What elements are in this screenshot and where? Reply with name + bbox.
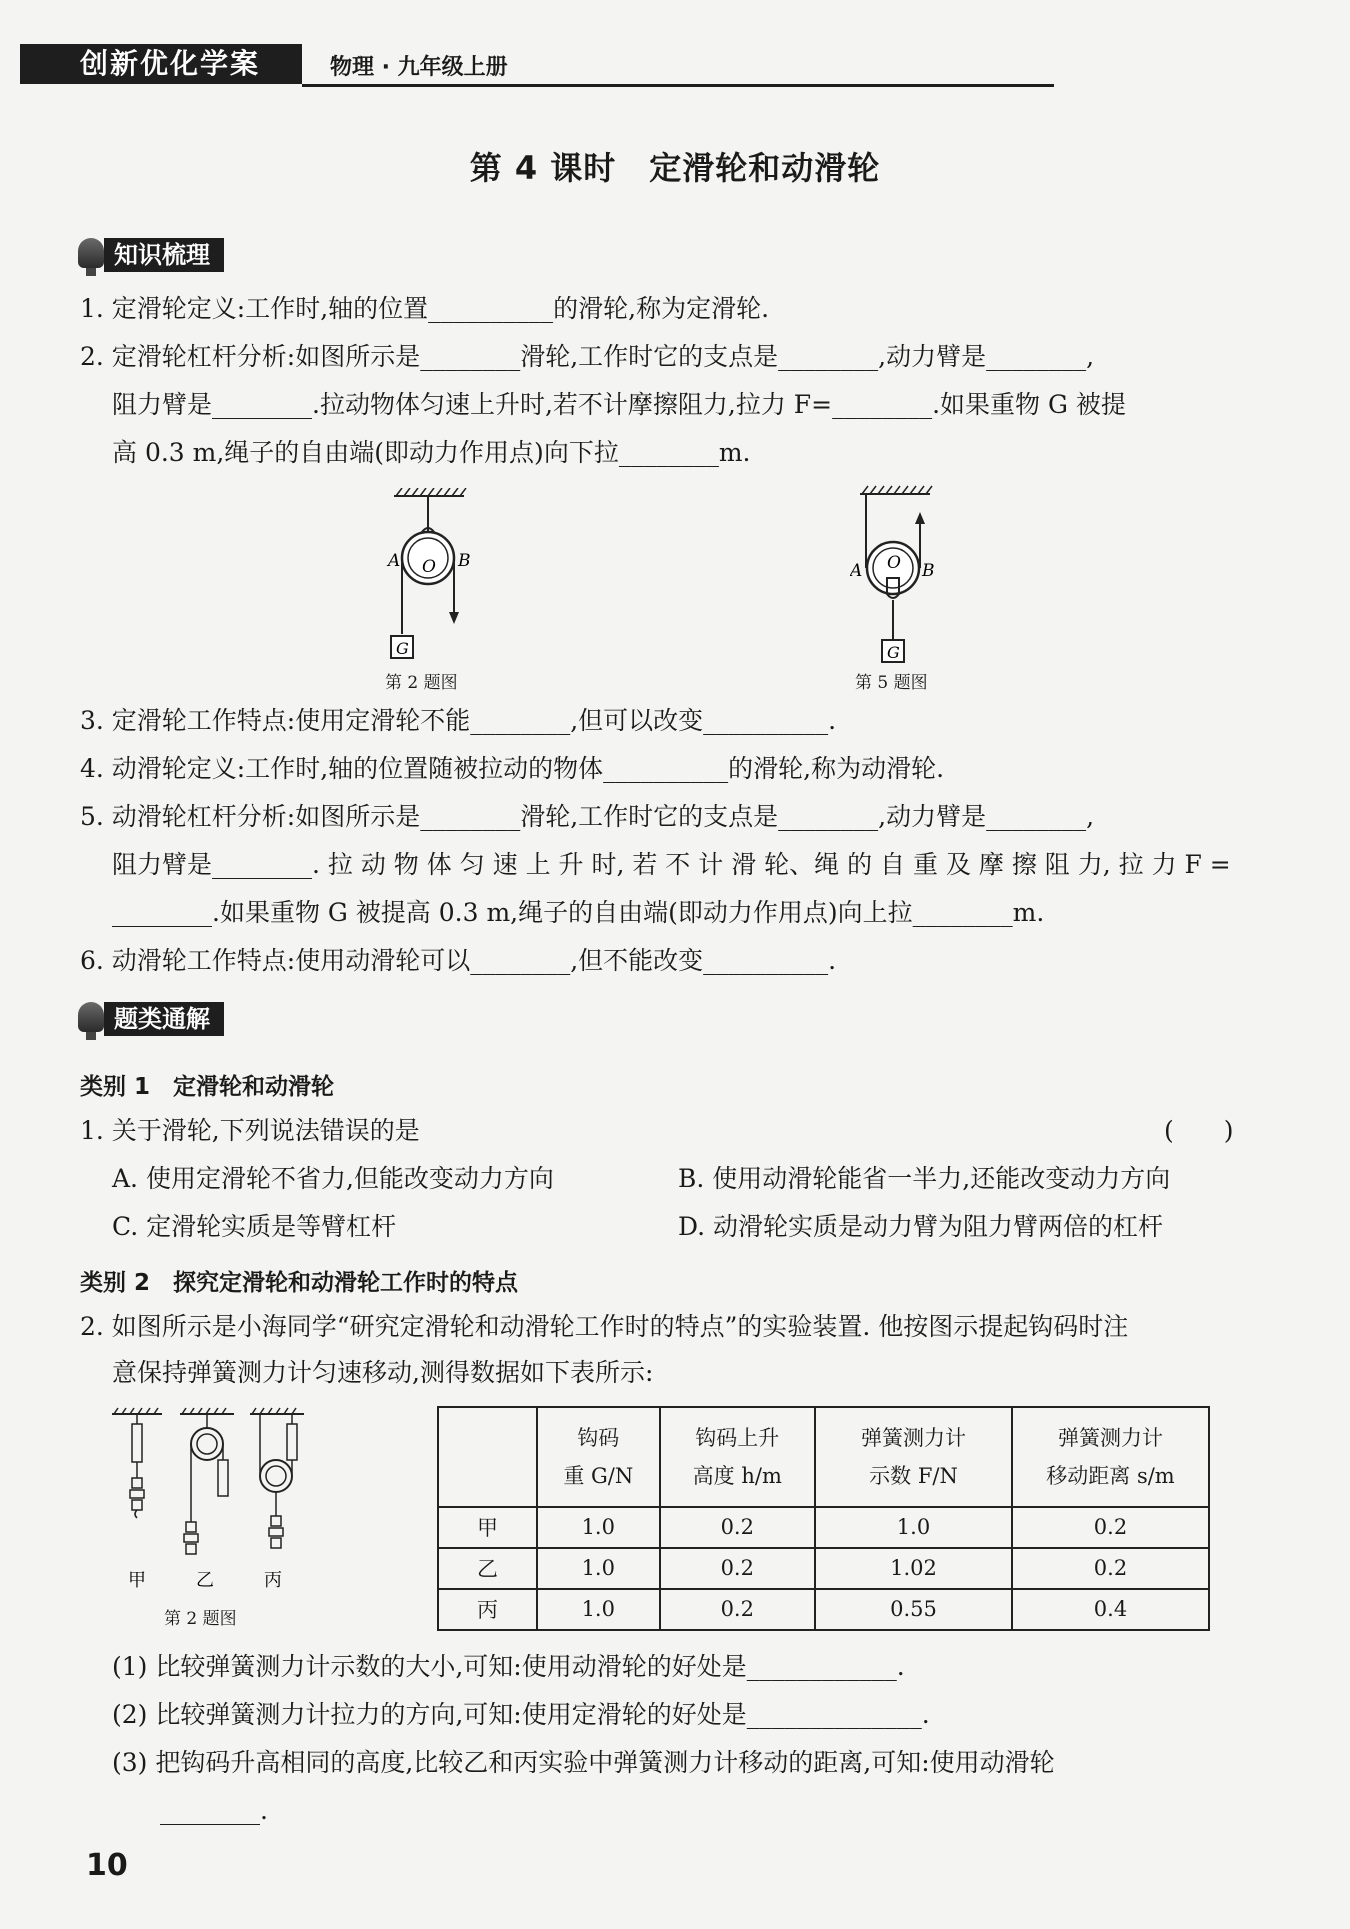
figure-caption: 第 2 题图 [385, 673, 458, 693]
label-jia: 甲 [128, 1570, 146, 1591]
table-cell: 0.2 [660, 1548, 815, 1589]
header-line: 重 G/N [563, 1463, 634, 1488]
table-cell: 0.2 [660, 1507, 815, 1548]
fixed-pulley-figure [370, 488, 480, 660]
knowledge-line: 阻力臂是________.拉动物体匀速上升时,若不计摩擦阻力,拉力 F=________.如果重物 G 被提 [112, 390, 1126, 419]
header-line: 高度 h/m [692, 1463, 782, 1488]
table-cell: 0.2 [1012, 1507, 1209, 1548]
experiment-data-table [437, 1406, 1210, 1631]
choice-a: A. 使用定滑轮不省力,但能改变动力方向 [112, 1164, 554, 1193]
table-cell: 1.0 [537, 1589, 660, 1630]
header-line: 弹簧测力计 [1058, 1425, 1163, 1450]
label-bing: 丙 [264, 1570, 282, 1591]
header-line: 钩码 [577, 1425, 620, 1450]
header-rule [302, 84, 1054, 87]
sub-question: ________. [160, 1796, 268, 1825]
knowledge-line: 4. 动滑轮定义:工作时,轴的位置随被拉动的物体__________的滑轮,称为动滑轮. [80, 754, 945, 783]
label-b: B [922, 561, 935, 581]
table-cell: 1.0 [537, 1548, 660, 1589]
row-label: 乙 [438, 1548, 537, 1589]
row-label: 甲 [438, 1507, 537, 1548]
header-line: 示数 F/N [869, 1463, 958, 1488]
table-cell: 0.55 [815, 1589, 1012, 1630]
table-row [438, 1589, 1209, 1630]
question-stem: 意保持弹簧测力计匀速移动,测得数据如下表所示: [112, 1358, 654, 1387]
label-o: O [887, 553, 901, 573]
brand-logo: 创新优化学案 [20, 44, 302, 84]
choice-d: D. 动滑轮实质是动力臂为阻力臂两倍的杠杆 [678, 1212, 1164, 1241]
category-heading: 类别 1 定滑轮和动滑轮 [80, 1074, 335, 1100]
label-o: O [422, 557, 436, 577]
label-a: A [388, 551, 401, 571]
table-cell: 0.2 [1012, 1548, 1209, 1589]
lightbulb-icon [78, 1002, 104, 1032]
section-label: 知识梳理 [104, 238, 224, 272]
question-stem: 1. 关于滑轮,下列说法错误的是 [80, 1116, 420, 1145]
table-cell: 1.0 [815, 1507, 1012, 1548]
knowledge-line: ________.如果重物 G 被提高 0.3 m,绳子的自由端(即动力作用点)向上拉________m. [112, 898, 1045, 927]
row-label: 丙 [438, 1589, 537, 1630]
table-cell: 1.02 [815, 1548, 1012, 1589]
question-stem: 2. 如图所示是小海同学“研究定滑轮和动滑轮工作时的特点”的实验装置. 他按图示提起钩码时注 [80, 1312, 1129, 1341]
knowledge-line: 5. 动滑轮杠杆分析:如图所示是________滑轮,工作时它的支点是________,动力臂是________, [80, 802, 1095, 831]
table-row [438, 1548, 1209, 1589]
choice-b: B. 使用动滑轮能省一半力,还能改变动力方向 [678, 1164, 1171, 1193]
knowledge-line: 1. 定滑轮定义:工作时,轴的位置__________的滑轮,称为定滑轮. [80, 294, 770, 323]
label-b: B [458, 551, 471, 571]
lightbulb-icon [78, 238, 104, 268]
lesson-title: 第 4 课时 定滑轮和动滑轮 [469, 149, 881, 187]
knowledge-line: 高 0.3 m,绳子的自由端(即动力作用点)向下拉________m. [112, 438, 751, 467]
choice-c: C. 定滑轮实质是等臂杠杆 [112, 1212, 397, 1241]
movable-pulley-figure [850, 484, 960, 664]
section-label: 题类通解 [104, 1002, 224, 1036]
table-header-row [438, 1407, 1209, 1507]
label-g: G [396, 639, 409, 658]
knowledge-line: 6. 动滑轮工作特点:使用动滑轮可以________,但不能改变__________. [80, 946, 837, 975]
table-corner-cell [438, 1407, 537, 1507]
header-line: 钩码上升 [695, 1425, 780, 1450]
label-yi: 乙 [196, 1570, 214, 1591]
column-header [815, 1407, 1012, 1507]
table-cell: 1.0 [537, 1507, 660, 1548]
category-heading: 类别 2 探究定滑轮和动滑轮工作时的特点 [80, 1270, 519, 1296]
column-header [537, 1407, 660, 1507]
answer-bracket: ( ) [1164, 1116, 1234, 1145]
sub-question: (3) 把钩码升高相同的高度,比较乙和丙实验中弹簧测力计移动的距离,可知:使用动滑轮 [112, 1748, 1055, 1777]
figure-caption: 第 5 题图 [855, 673, 928, 693]
knowledge-line: 2. 定滑轮杠杆分析:如图所示是________滑轮,工作时它的支点是________,动力臂是________, [80, 342, 1095, 371]
knowledge-line: 3. 定滑轮工作特点:使用定滑轮不能________,但可以改变__________. [80, 706, 837, 735]
label-a: A [850, 561, 863, 581]
label-g: G [887, 643, 900, 662]
column-header [1012, 1407, 1209, 1507]
table-cell: 0.2 [660, 1589, 815, 1630]
header-line: 弹簧测力计 [861, 1425, 966, 1450]
experiment-apparatus-figure [110, 1404, 310, 1594]
subject-label: 物理 · 九年级上册 [330, 55, 508, 80]
figure-caption: 第 2 题图 [164, 1609, 237, 1629]
sub-question: (1) 比较弹簧测力计示数的大小,可知:使用动滑轮的好处是____________. [112, 1652, 905, 1681]
table-row [438, 1507, 1209, 1548]
knowledge-line: 阻力臂是________. 拉 动 物 体 匀 速 上 升 时, 若 不 计 滑 轮、绳 的 自 重 及 摩 擦 阻 力, 拉 力 F = [112, 850, 1231, 879]
page-header [20, 44, 1340, 92]
table-cell: 0.4 [1012, 1589, 1209, 1630]
sub-question: (2) 比较弹簧测力计拉力的方向,可知:使用定滑轮的好处是______________. [112, 1700, 930, 1729]
page-number: 10 [86, 1848, 128, 1883]
header-line: 移动距离 s/m [1046, 1463, 1175, 1488]
column-header [660, 1407, 815, 1507]
